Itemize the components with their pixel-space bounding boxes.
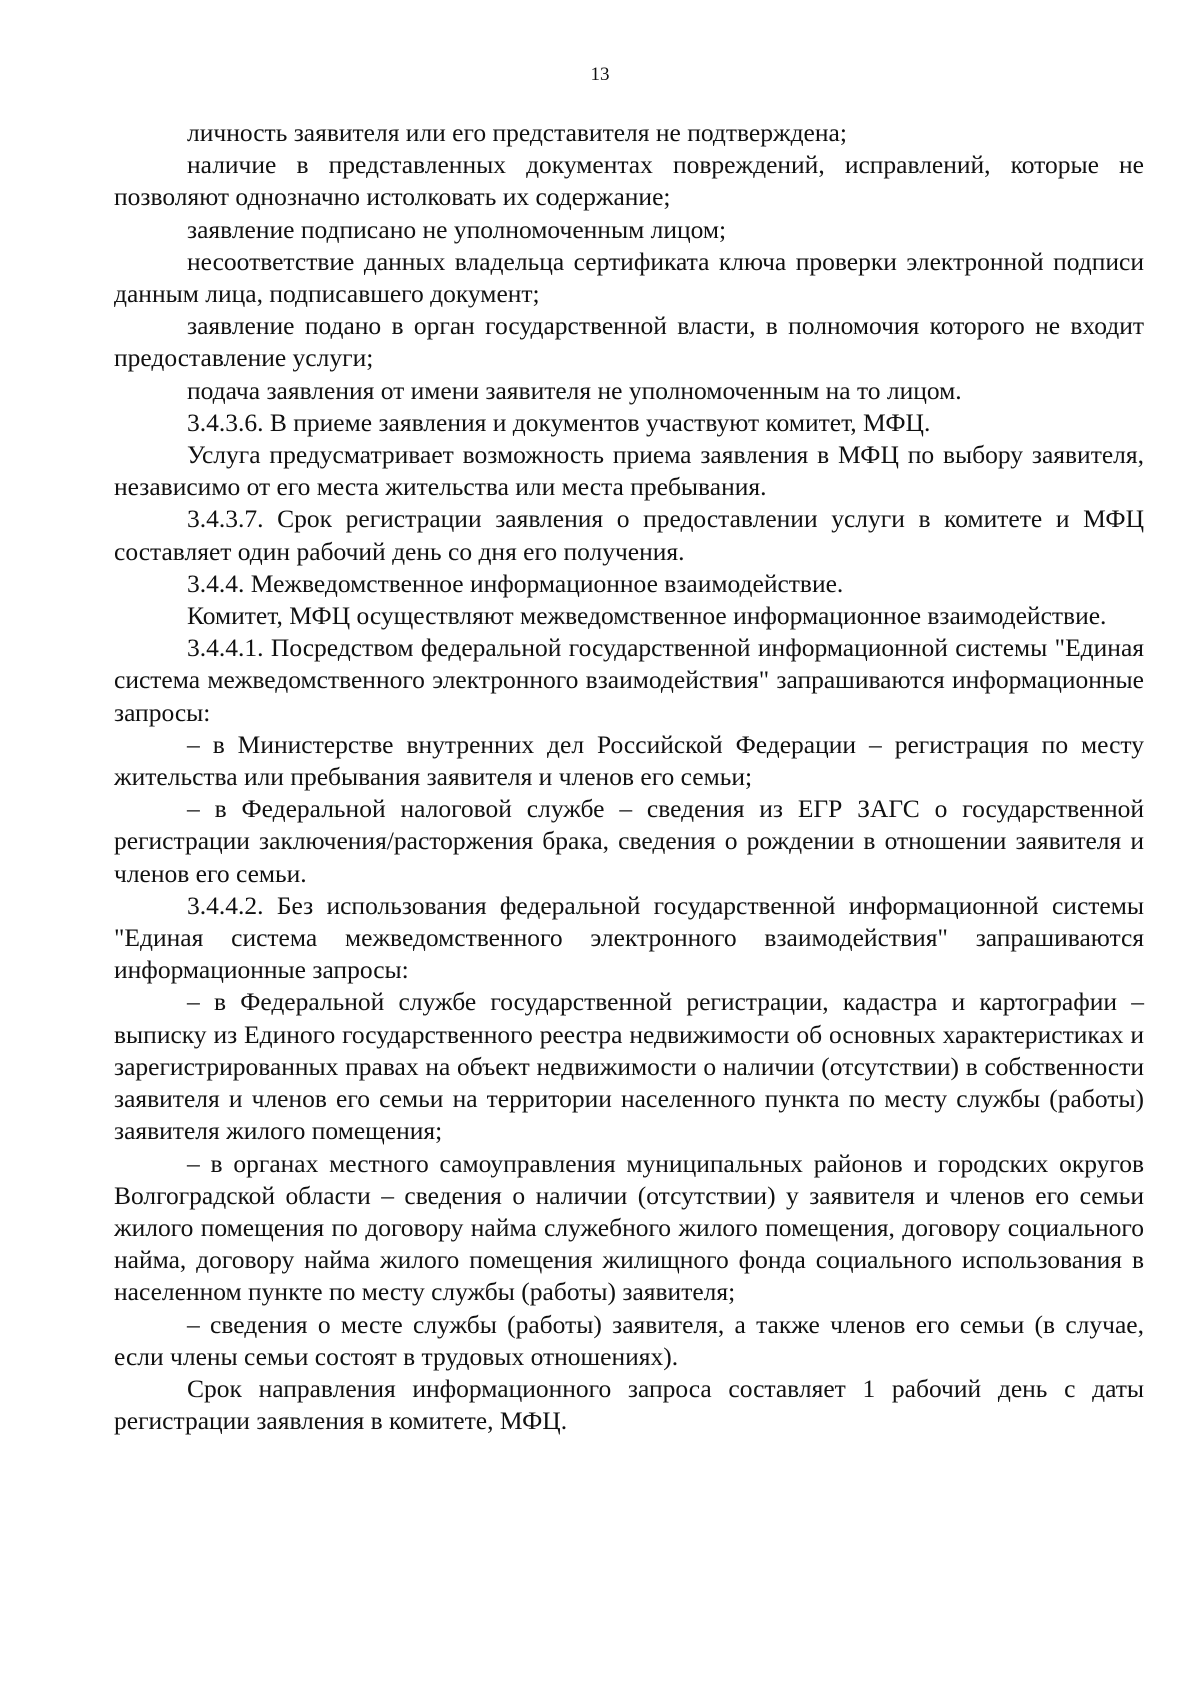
paragraph-certificate-mismatch: несоответствие данных владельца сертификата ключа проверки электронной подписи данным лица, подписавшего документ; <box>114 246 1144 309</box>
list-item-local-government: – в органах местного самоуправления муниципальных районов и городских округов Волгоградской области – сведения о наличии (отсутствии) у заявителя и членов его семьи жилого помещения по договору найма служебного жилого помещения, договору социального найма, договору найма жилого помещения жилищного фонда социального использования в населенном пункте по месту службы (работы) заявителя; <box>114 1148 1144 1307</box>
paragraph-unauthorized-submission: подача заявления от имени заявителя не уполномоченным на то лицом. <box>187 375 962 405</box>
list-item-mvd: – в Министерстве внутренних дел Российской Федерации – регистрация по месту жительства или пребывания заявителя и членов его семьи; <box>114 729 1144 792</box>
paragraph-unauthorized-signature: заявление подписано не уполномоченным лицом; <box>187 214 727 244</box>
paragraph-identity-not-confirmed: личность заявителя или его представителя не подтверждена; <box>187 118 847 147</box>
paragraph-request-deadline: Срок направления информационного запроса составляет 1 рабочий день с даты регистрации заявления в комитете, МФЦ. <box>114 1373 1144 1436</box>
paragraph-3-4-3-7: 3.4.3.7. Срок регистрации заявления о предоставлении услуги в комитете и МФЦ составляет один рабочий день со дня его получения. <box>114 504 1144 566</box>
paragraph-interagency-interaction: Комитет, МФЦ осуществляют межведомственное информационное взаимодействие. <box>187 601 1107 631</box>
page-number: 13 <box>590 64 610 85</box>
paragraph-document-damage: наличие в представленных документах повреждений, исправлений, которые не позволяют однозначно истолковать их содержание; <box>114 150 1144 212</box>
paragraph-3-4-3-6: 3.4.3.6. В приеме заявления и документов участвуют комитет, МФЦ. <box>187 407 931 437</box>
paragraph-3-4-4-2: 3.4.4.2. Без использования федеральной государственной информационной системы "Единая система межведомственного электронного взаимодействия" запрашиваются информационные запросы: <box>114 890 1144 985</box>
document-body <box>114 117 1144 1437</box>
list-item-rosreestr: – в Федеральной службе государственной регистрации, кадастра и картографии – выписку из Единого государственного реестра недвижимости об основных характеристиках и зарегистрированных правах на объект недвижимости о наличии (отсутствии) в собственности заявителя и членов его семьи на территории населенного пункта по месту службы (работы) заявителя жилого помещения; <box>114 987 1144 1146</box>
paragraph-3-4-4-1: 3.4.4.1. Посредством федеральной государственной информационной системы "Единая система межведомственного электронного взаимодействия" запрашиваются информационные запросы: <box>114 633 1144 727</box>
paragraph-wrong-authority: заявление подано в орган государственной власти, в полномочия которого не входит предоставление услуги; <box>114 311 1144 373</box>
list-item-tax-service: – в Федеральной налоговой службе – сведения из ЕГР ЗАГС о государственной регистрации заключения/расторжения брака, сведения о рождении в отношении заявителя и членов его семьи. <box>114 794 1144 888</box>
paragraph-mfc-choice: Услуга предусматривает возможность приема заявления в МФЦ по выбору заявителя, независимо от его места жительства или места пребывания. <box>114 440 1144 502</box>
paragraph-3-4-4: 3.4.4. Межведомственное информационное взаимодействие. <box>187 568 844 598</box>
list-item-workplace-info: – сведения о месте службы (работы) заявителя, а также членов его семьи (в случае, если члены семьи состоят в трудовых отношениях). <box>114 1309 1144 1371</box>
